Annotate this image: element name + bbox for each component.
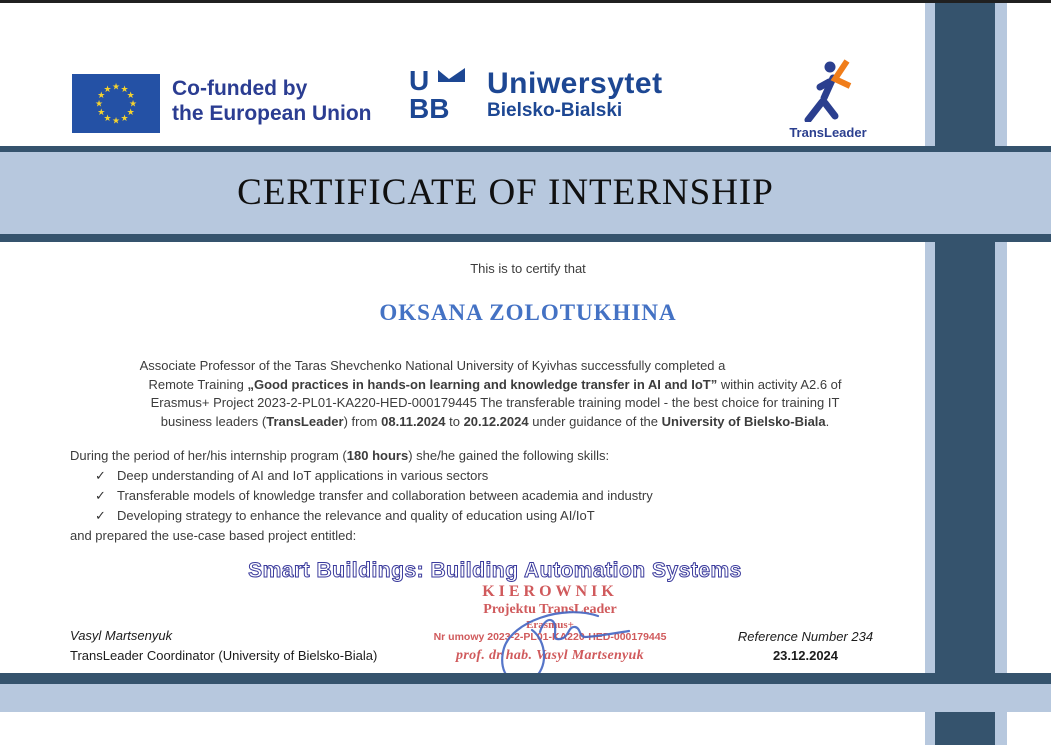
issue-date: 23.12.2024 [772, 648, 839, 663]
skills-section [70, 447, 910, 546]
training-title: „Good practices in hands-on learning and knowledge transfer in AI and IoT” [247, 376, 718, 392]
svg-text:★: ★ [120, 114, 129, 125]
hours-value: 180 hours [346, 448, 409, 463]
skill-text: Developing strategy to enhance the relevance and quality of education using AI/IoT [117, 507, 595, 523]
check-icon: ✓ [95, 487, 106, 503]
start-date: 08.11.2024 [381, 413, 446, 429]
skill-item [70, 487, 910, 505]
stamp-role: KIEROWNIK [482, 583, 618, 600]
title-banner [0, 146, 1051, 242]
paragraph-line4 [65, 413, 925, 432]
stamp-signer-name: prof. dr hab. Vasyl Martsenyuk [456, 648, 644, 663]
skill-item [70, 467, 910, 485]
svg-text:★: ★ [103, 114, 112, 125]
ubb-name-line2: Bielsko-Bialski [487, 100, 623, 121]
skill-item [70, 507, 910, 525]
svg-text:★: ★ [126, 108, 135, 118]
paragraph-text: within activity A2.6 of [717, 376, 842, 392]
svg-text:★: ★ [111, 82, 121, 93]
skills-outro: and prepared the use-case based project entitled: [70, 528, 357, 544]
paragraph-text: under guidance of the [528, 413, 662, 429]
description-paragraph [65, 357, 925, 431]
svg-text:★: ★ [103, 84, 112, 95]
svg-text:★: ★ [97, 108, 106, 118]
end-date: 20.12.2024 [463, 413, 529, 429]
paragraph-text: ) from [343, 413, 382, 429]
ubb-monogram-icon [408, 66, 470, 129]
stamp-programme: Erasmus+ [526, 619, 574, 631]
svg-text:U: U [409, 66, 430, 96]
bottom-border-light [0, 684, 1051, 712]
reference-number: Reference Number 234 [737, 629, 874, 644]
university-name: University of Bielsko-Biala [661, 413, 826, 429]
stamp-project: Projektu TransLeader [483, 602, 617, 617]
skill-text: Transferable models of knowledge transfer and collaboration between academia and industry [117, 487, 653, 503]
runner-icon [796, 58, 860, 122]
project-title: Smart Buildings: Building Automation Systems [248, 559, 742, 582]
paragraph-line1: Associate Professor of the Taras Shevchenko National University of Kyivhas successfully completed a [139, 358, 726, 373]
top-border-line [0, 0, 1051, 3]
transleader-logo [778, 58, 878, 140]
svg-text:★: ★ [97, 91, 106, 101]
recipient-name: OKSANA ZOLOTUKHINA [379, 300, 677, 325]
eu-cofunded-label [172, 76, 372, 126]
skills-intro-text: ) she/he gained the following skills: [408, 448, 610, 463]
transleader-label: TransLeader [789, 125, 867, 140]
right-vertical-ribbon-dark [935, 0, 995, 745]
paragraph-line3: Erasmus+ Project 2023-2-PL01-KA220-HED-000179445 The transferable training model - the best choice for training IT [150, 395, 840, 410]
certify-line: This is to certify that [470, 261, 586, 276]
eu-cofunded-line1: Co-funded by [172, 77, 308, 100]
skills-intro-text: During the period of her/his internship program ( [70, 448, 347, 463]
svg-text:★: ★ [128, 99, 138, 110]
eu-flag-icon [72, 74, 160, 138]
skill-text: Deep understanding of AI and IoT applications in various sectors [117, 467, 489, 483]
svg-text:BB: BB [409, 93, 450, 124]
svg-text:★: ★ [94, 99, 104, 110]
reference-block [728, 627, 883, 665]
svg-text:★: ★ [126, 91, 135, 101]
paragraph-text: business leaders ( [160, 413, 267, 429]
certificate-title: CERTIFICATE OF INTERNSHIP [237, 172, 774, 213]
stamp-agreement-number: Nr umowy 2023-2-PL01-KA220-HED-000179445 [433, 631, 667, 643]
paragraph-text: to [445, 413, 464, 429]
coordinator-name: Vasyl Martsenyuk [70, 628, 173, 643]
paragraph-text: . [825, 413, 830, 429]
eu-cofunded-line2: the European Union [172, 102, 372, 125]
svg-text:★: ★ [111, 116, 121, 127]
right-vertical-ribbon [925, 0, 1007, 745]
paragraph-line2 [65, 376, 925, 395]
project-acronym: TransLeader [266, 413, 344, 429]
bottom-border-dark [0, 673, 1051, 684]
skills-intro [70, 447, 910, 465]
ubb-university-name [487, 68, 663, 121]
ubb-name-line1: Uniwersytet [487, 67, 663, 100]
svg-text:★: ★ [120, 84, 129, 95]
paragraph-text: Remote Training [148, 376, 248, 392]
check-icon: ✓ [95, 467, 106, 483]
coordinator-block [70, 626, 377, 666]
coordinator-role: TransLeader Coordinator (University of Bielsko-Biala) [70, 648, 378, 663]
check-icon: ✓ [95, 507, 106, 523]
